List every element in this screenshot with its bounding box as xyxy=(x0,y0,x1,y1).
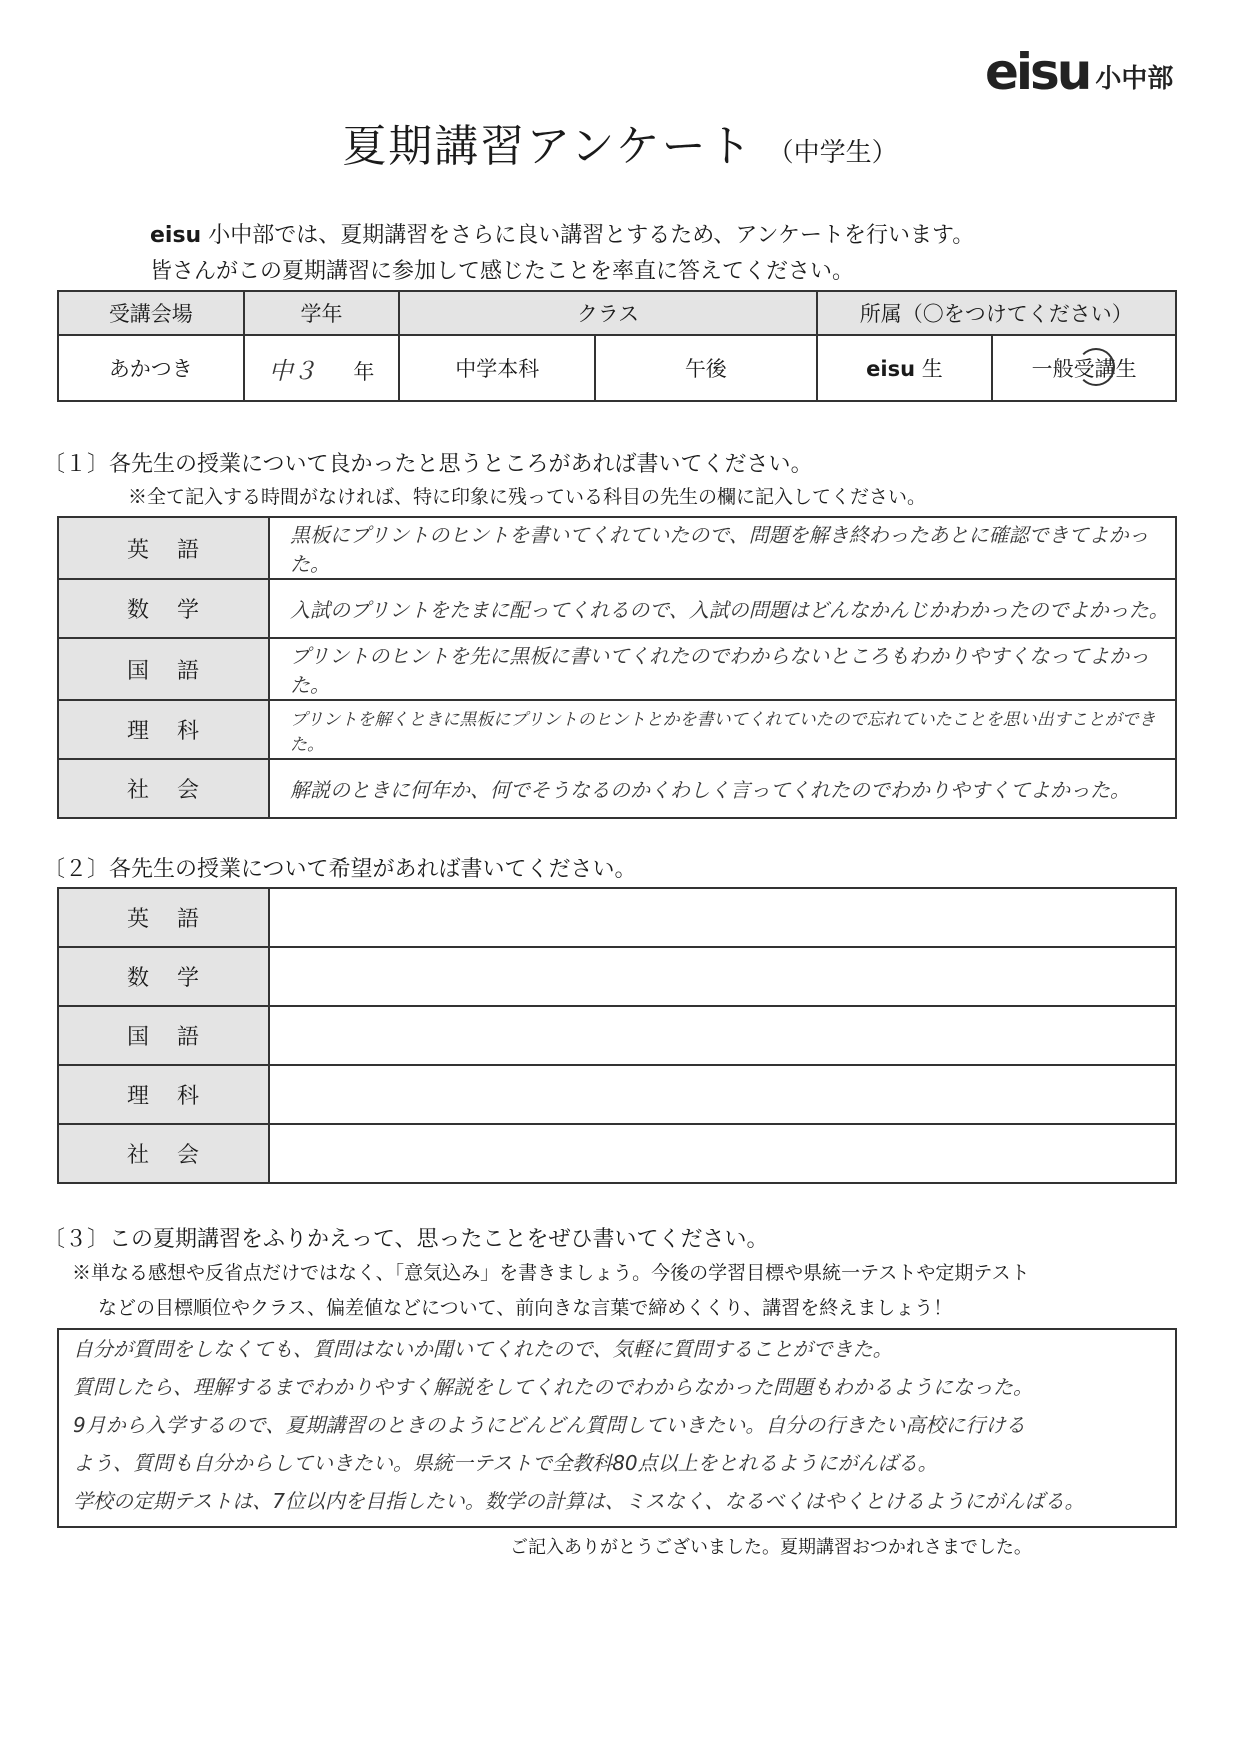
eisu-logo xyxy=(985,43,1174,101)
intro-brand: eisu xyxy=(150,223,202,248)
class-time: 午後 xyxy=(595,335,817,401)
subject-label-english: 英語 xyxy=(58,517,269,579)
subject-label-social: 社会 xyxy=(58,1124,269,1183)
request-english[interactable] xyxy=(269,888,1176,947)
intro-line-2: 皆さんがこの夏期講習に参加して感じたことを率直に答えてください。 xyxy=(150,259,855,284)
subject-label-math: 数学 xyxy=(58,579,269,638)
section2-row-english xyxy=(58,888,1176,947)
grade-unit: 年 xyxy=(353,359,375,384)
intro-line-1 xyxy=(150,218,974,254)
subject-label-japanese: 国語 xyxy=(58,638,269,700)
section3-answer-box[interactable] xyxy=(57,1328,1177,1528)
request-math[interactable] xyxy=(269,947,1176,1006)
section2-title: 〔２〕各先生の授業について希望があれば書いてください。 xyxy=(43,857,637,882)
answer-english[interactable]: 黒板にプリントのヒントを書いてくれていたので、問題を解き終わったあとに確認できてよかった。 xyxy=(269,517,1176,579)
section3-answer-line: 自分が質問をしなくても、質問はないか聞いてくれたので、気軽に質問することができた。 xyxy=(73,1337,893,1361)
section1-table xyxy=(57,516,1177,819)
section3-note-2: などの目標順位やクラス、偏差値などについて、前向きな言葉で締めくくり、講習を終えましょう！ xyxy=(98,1297,953,1319)
title-main: 夏期講習アンケート xyxy=(342,121,754,172)
section2-row-social xyxy=(58,1124,1176,1183)
section2-row-science xyxy=(58,1065,1176,1124)
section1-title: 〔１〕各先生の授業について良かったと思うところがあれば書いてください。 xyxy=(43,452,813,477)
page-title xyxy=(0,110,1240,174)
section3-answer-line: よう、質問も自分からしていきたい。県統一テストで全教科80点以上をとれるようにがんばる。 xyxy=(73,1451,938,1475)
affiliation-eisu-suffix: 生 xyxy=(915,357,943,381)
class-header: クラス xyxy=(399,291,816,335)
section1-row-social xyxy=(58,759,1176,818)
subject-label-math: 数学 xyxy=(58,947,269,1006)
subject-label-science: 理科 xyxy=(58,700,269,759)
class-course: 中学本科 xyxy=(399,335,595,401)
affiliation-header: 所属（〇をつけてください） xyxy=(817,291,1176,335)
section1-row-science xyxy=(58,700,1176,759)
grade-value: 中３ xyxy=(268,356,317,385)
venue-value: あかつき xyxy=(58,335,244,401)
affiliation-general-label: 一般受講生 xyxy=(1031,357,1137,381)
logo-brand: eisu xyxy=(985,43,1090,101)
closing-message: ご記入ありがとうございました。夏期講習おつかれさまでした。 xyxy=(510,1537,1032,1558)
section1-row-japanese xyxy=(58,638,1176,700)
subject-label-social: 社会 xyxy=(58,759,269,818)
intro-line-1-rest: 小中部では、夏期講習をさらに良い講習とするため、アンケートを行います。 xyxy=(201,223,975,248)
answer-social[interactable]: 解説のときに何年か、何でそうなるのかくわしく言ってくれたのでわかりやすくてよかった。 xyxy=(269,759,1176,818)
section1-note: ※全て記入する時間がなければ、特に印象に残っている科目の先生の欄に記入してください。 xyxy=(128,486,927,508)
section3-note-1: ※単なる感想や反省点だけではなく、「意気込み」を書きましょう。今後の学習目標や県統一テストや定期テスト xyxy=(72,1262,1030,1284)
request-science[interactable] xyxy=(269,1065,1176,1124)
subject-label-english: 英語 xyxy=(58,888,269,947)
section1-row-english xyxy=(58,517,1176,579)
section3-title: 〔３〕この夏期講習をふりかえって、思ったことをぜひ書いてください。 xyxy=(43,1227,769,1252)
section2-table xyxy=(57,887,1177,1184)
affiliation-general-option[interactable] xyxy=(992,335,1176,401)
info-table xyxy=(57,290,1177,402)
section1-row-math xyxy=(58,579,1176,638)
title-grade: （中学生） xyxy=(767,138,898,168)
section3-answer-line: 質問したら、理解するまでわかりやすく解説をしてくれたのでわからなかった問題もわかるようになった。 xyxy=(73,1375,1033,1399)
answer-science[interactable]: プリントを解くときに黒板にプリントのヒントとかを書いてくれていたので忘れていたことを思い出すことができた。 xyxy=(269,700,1176,759)
intro-text xyxy=(150,218,974,290)
request-social[interactable] xyxy=(269,1124,1176,1183)
request-japanese[interactable] xyxy=(269,1006,1176,1065)
subject-label-science: 理科 xyxy=(58,1065,269,1124)
section3-answer-line: 学校の定期テストは、7位以内を目指したい。数学の計算は、ミスなく、なるべくはやくとけるようにがんばる。 xyxy=(73,1489,1085,1513)
section2-row-math xyxy=(58,947,1176,1006)
affiliation-eisu-option[interactable] xyxy=(817,335,993,401)
section2-row-japanese xyxy=(58,1006,1176,1065)
answer-math[interactable]: 入試のプリントをたまに配ってくれるので、入試の問題はどんなかんじかわかったのでよかった。 xyxy=(269,579,1176,638)
logo-division: 小中部 xyxy=(1095,64,1174,94)
subject-label-japanese: 国語 xyxy=(58,1006,269,1065)
grade-header: 学年 xyxy=(244,291,400,335)
grade-cell[interactable] xyxy=(244,335,400,401)
section3-answer-line: 9月から入学するので、夏期講習のときのようにどんどん質問していきたい。自分の行きたい高校に行ける xyxy=(73,1413,1026,1437)
affiliation-eisu-brand: eisu xyxy=(866,357,916,381)
answer-japanese[interactable]: プリントのヒントを先に黒板に書いてくれたのでわからないところもわかりやすくなってよかった。 xyxy=(269,638,1176,700)
venue-header: 受講会場 xyxy=(58,291,244,335)
